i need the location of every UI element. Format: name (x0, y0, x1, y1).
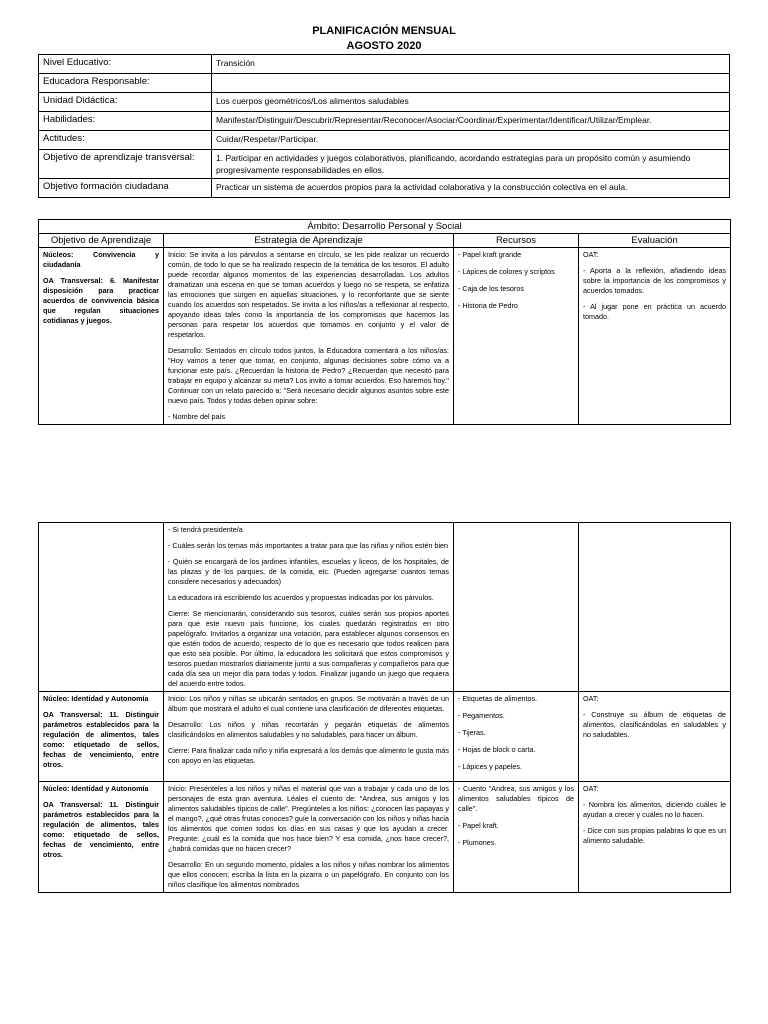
evaluacion-item: - Construye su álbum de etiquetas de alimentos, clasificándolas en saludables y no saludables. (583, 710, 726, 739)
recursos-cell (454, 692, 579, 782)
estrategia-cell (164, 523, 454, 692)
recurso-item: - Papel kraft. (458, 821, 499, 830)
inicio-text: Inicio: Los niños y niñas se ubicarán sentados en grupos. Se motivarán a través de un álbum que mostrará el adulto el cual contiene una clasificación de diferentes etiquetas. (168, 694, 449, 713)
info-label: Habilidades: (39, 112, 212, 131)
info-value: Manifestar/Distinguir/Descubrir/Representar/Reconocer/Asociar/Coordinar/Experimentar/Identificar/Utilizar/Emplear. (212, 112, 730, 131)
info-value: Cuidar/Respetar/Participar. (212, 131, 730, 150)
objetivo-cell (39, 523, 164, 692)
recurso-item: - Pegamentos. (458, 711, 505, 720)
evaluacion-item: - Al jugar pone en práctica un acuerdo tomado. (583, 302, 726, 321)
evaluacion-cell (579, 782, 731, 893)
oa-text: OA Transversal: 6. Manifestar disposición para practicar acuerdos de convivencia básica que regulan situaciones cotidianas y juegos. (43, 276, 159, 325)
objetivo-cell (39, 782, 164, 893)
table-row (39, 523, 731, 692)
list-item: - Si tendrá presidente/a (168, 525, 243, 534)
col-header-objetivo: Objetivo de Aprendizaje (39, 234, 164, 248)
list-item: - Cuáles serán los temas más importantes a tratar para que las niñas y niños estén bien (168, 541, 449, 550)
recurso-item: - Papel kraft grande (458, 250, 522, 259)
ambito-header: Ámbito: Desarrollo Personal y Social (39, 220, 731, 234)
estrategia-cell (164, 782, 454, 893)
inicio-text: Inicio: Se invita a los párvulos a sentarse en círculo, se les pide realizar un recuerdo común, de todo lo que se ha realizado respecto de la temática de los tesoros. El adulto puede recordar algunos momentos de las experiencias desarrolladas. Los adultos dramatizan una escena en que se toman acuerdos y luego no se respeta, se enfatiza las emociones que surgen en aquellas situaciones, y lo reconfortante que se siente cuando los acuerdos son respetados. Se invita a los niños/as a reflexionar al respecto, apoyando ideas tales como la importancia de los compromisos que hacemos las personas para respetar los acuerdos que tomamos en conjunto y el valor de respetarlos. (168, 250, 449, 339)
info-label: Educadora Responsable: (39, 74, 212, 93)
oa-text: OA Transversal: 11. Distinguir parámetros establecidos para la regulación de alimentos, tales como: etiquetado de sellos, fechas de vencimiento, entre otros. (43, 710, 159, 769)
col-header-recursos: Recursos (454, 234, 579, 248)
list-item: - Quién se encargará de los jardines infantiles, escuelas y liceos, de los hospitales, de las plazas y de los parques, de la comida, etc. (Pueden agregarse cuantos temas considere necesarios y adecuados) (168, 557, 449, 586)
recurso-item: - Tijeras. (458, 728, 486, 737)
objetivo-cell (39, 248, 164, 425)
desarrollo-text: Desarrollo: Sentados en círculo todos juntos, la Educadora comentará a los niños/as: "Hoy vamos a tener que tomar, en conjunto, algunas decisiones sobre cómo va a funcionar este país. ¿Recuerdan la historia de Pedro? ¿Recuerdan que necesitó para trabajar en equipo y alcanzar su meta? Los invito a tomar acuerdos. Eso haremos hoy." Continuar con un relato parecido a: "Será necesario decidir algunos asuntos sobre este nuevo país. Todos y todas deben opinar sobre: (168, 346, 449, 405)
info-row-oat (39, 150, 730, 179)
estrategia-cell (164, 248, 454, 425)
page-title (0, 24, 768, 54)
table-row (39, 248, 731, 425)
document-subtitle: AGOSTO 2020 (346, 40, 422, 52)
evaluacion-item: - Dice con sus propias palabras lo que es un alimento saludable. (583, 826, 726, 845)
info-label: Nivel Educativo: (39, 55, 212, 74)
recursos-cell (454, 782, 579, 893)
info-row-educadora (39, 74, 730, 93)
info-table (38, 54, 730, 198)
info-row-habilidades (39, 112, 730, 131)
info-row-nivel (39, 55, 730, 74)
info-value (212, 74, 730, 93)
info-label: Unidad Didáctica: (39, 93, 212, 112)
evaluacion-item: - Aporta a la reflexión, añadiendo ideas sobre la importancia de los compromisos y acuerdos tomados. (583, 266, 726, 295)
info-value: Transición (212, 55, 730, 74)
recurso-item: - Etiquetas de alimentos. (458, 694, 538, 703)
evaluacion-cell (579, 692, 731, 782)
recursos-cell (454, 523, 579, 692)
recurso-item: - Historia de Pedro (458, 301, 518, 310)
evaluacion-item: OAT: (583, 250, 599, 259)
cierre-text: Cierre: Para finalizar cada niño y niña expresará a los demás que alimento le gusta más con apoyo en las etiquetas. (168, 746, 449, 765)
cierre-text: Cierre: Se mencionarán, considerando sus tesoros, cuáles serán sus propios aportes para que este nuevo país funcione, los cuales quedarán registrados en otro papelógrafo. Invitarlos a organizar una votación, para establecer algunos consensos en que estén todos de acuerdo, respecto de lo que es necesario que todos realicen para que esto sea posible. Por último, la educadora les solicitará que estos compromisos y tesoros puedan mostrarlos diariamente junto a sus compañeras y compañeros para que cada día sea un mejor día para todas y todos. Finalizar jugando un juego que requiera del acuerdo entre todos. (168, 609, 449, 688)
recurso-item: - Lápices y papeles. (458, 762, 522, 771)
info-row-formacion (39, 179, 730, 198)
info-value: 1. Participar en actividades y juegos colaborativos, planificando, acordando estrategias para un propósito común y asumiendo progresivamente responsabilidades en ellos. (212, 150, 730, 179)
estrategia-cell (164, 692, 454, 782)
evaluacion-item: OAT: (583, 784, 599, 793)
inicio-text: Inicio: Presénteles a los niños y niñas el material que van a trabajar y cada uno de los personajes de esta gran aventura. Léales el cuento de: "Andrea, sus amigos y los alimentos saludables típicos de calle". Pregúnteles a los niños: ¿conocen las papayas y el mango?, ¿qué otras frutas conoces? guíe la conversación con los niños y niñas hacia los alimentos que comen todos los días en sus casas y que los ayudan a crecer. Pregunte: ¿cuál es la comida que nos hace bien? Y esa comida, ¿nos hace crecer?, ¿habrá comidas que no hacen crecer? (168, 784, 449, 853)
info-label: Objetivo de aprendizaje transversal: (39, 150, 212, 179)
list-item: - Nombre del país (168, 412, 226, 421)
recurso-item: - Caja de los tesoros (458, 284, 524, 293)
document-title: PLANIFICACIÓN MENSUAL (312, 25, 456, 37)
evaluacion-item: - Nombra los alimentos, diciendo cuáles le ayudan a crecer y cuáles no lo hacen. (583, 800, 726, 819)
info-label: Objetivo formación ciudadana (39, 179, 212, 198)
evaluacion-cell (579, 248, 731, 425)
info-row-unidad (39, 93, 730, 112)
recursos-cell (454, 248, 579, 425)
planning-table-continued (38, 522, 731, 893)
table-row (39, 692, 731, 782)
info-label: Actitudes: (39, 131, 212, 150)
desarrollo-text: Desarrollo: Los niños y niñas recortarán y pegarán etiquetas de alimentos clasificándolos en alimentos saludables y no saludables, para hacer un álbum. (168, 720, 449, 739)
oa-text: OA Transversal: 11. Distinguir parámetros establecidos para la regulación de alimentos, tales como: etiquetado de sellos, fechas de vencimiento, entre otros. (43, 800, 159, 859)
nucleo-text: Núcleo: Identidad y Autonomía (43, 784, 149, 793)
info-value: Practicar un sistema de acuerdos propios para la actividad colaborativa y la construcción colectiva en el aula. (212, 179, 730, 198)
planning-table (38, 219, 731, 425)
evaluacion-item: OAT: (583, 694, 599, 703)
objetivo-cell (39, 692, 164, 782)
nucleo-text: Núcleo: Identidad y Autonomía (43, 694, 149, 703)
recurso-item: - Plumones. (458, 838, 497, 847)
nucleo-text: Núcleos: Convivencia y ciudadanía (43, 250, 159, 269)
col-header-evaluacion: Evaluación (579, 234, 731, 248)
recurso-item: - Cuento "Andrea, sus amigos y los alimentos saludables típicos de calle". (458, 784, 574, 813)
column-headers (39, 234, 731, 248)
recurso-item: - Lápices de colores y scriptos (458, 267, 555, 276)
info-value: Los cuerpos geométricos/Los alimentos saludables (212, 93, 730, 112)
paragraph-text: La educadora irá escribiendo los acuerdos y propuestas indicadas por los párvulos. (168, 593, 434, 602)
col-header-estrategia: Estrategia de Aprendizaje (164, 234, 454, 248)
info-row-actitudes (39, 131, 730, 150)
recurso-item: - Hojas de block o carta. (458, 745, 536, 754)
desarrollo-text: Desarrollo: En un segundo momento, pídales a los niños y niñas nombrar los alimentos que ellos conocen; escriba la lista en la pizarra o un papelógrafo. En conjunto con los niños clasifique los alimentos nombrados (168, 860, 449, 889)
evaluacion-cell (579, 523, 731, 692)
table-row (39, 782, 731, 893)
